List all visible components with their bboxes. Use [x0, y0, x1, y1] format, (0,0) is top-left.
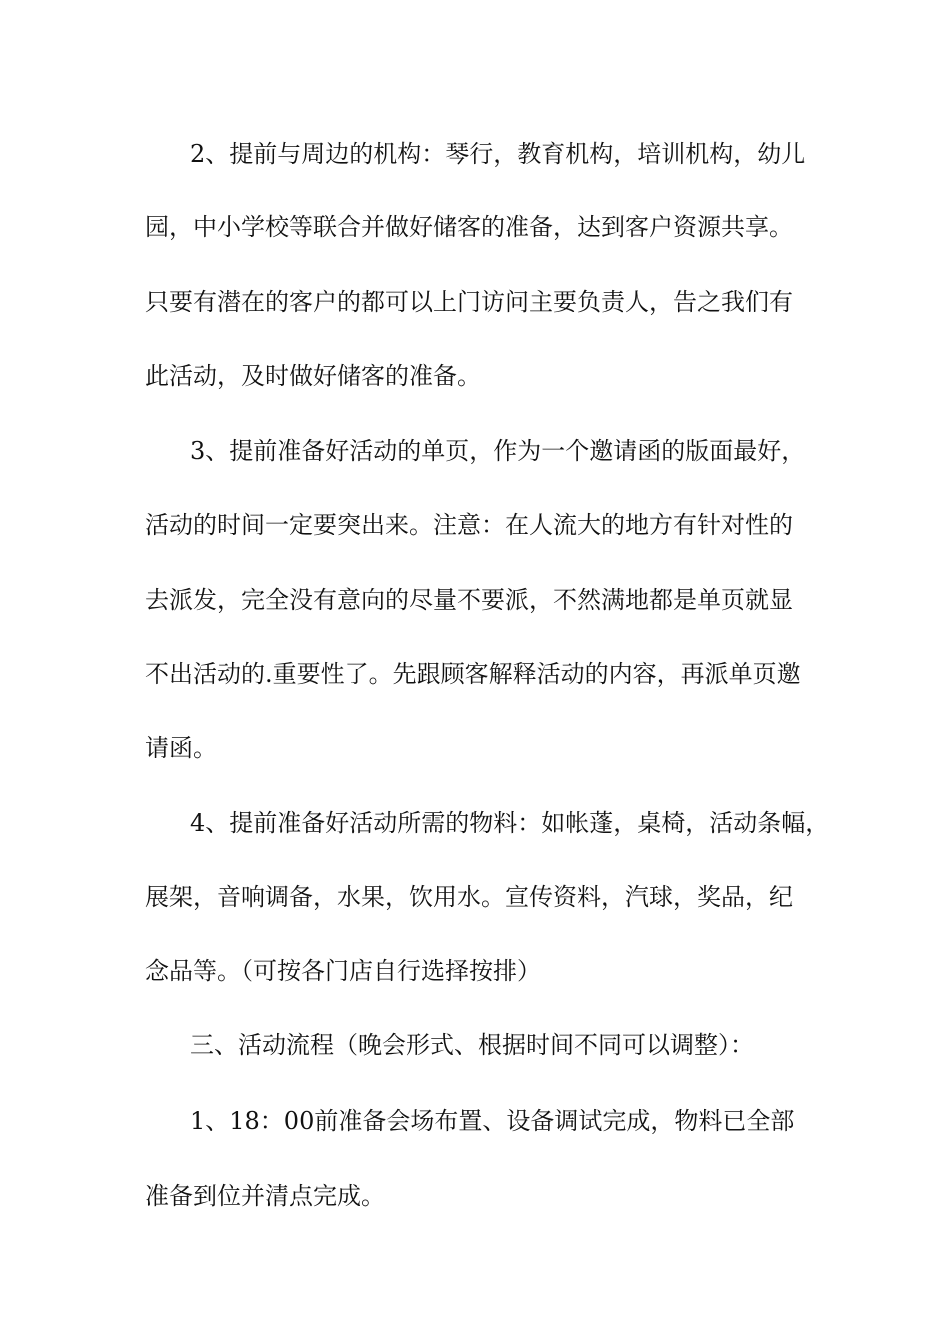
- step-1-line-2: 准备到位并清点完成。: [145, 1182, 385, 1210]
- paragraph-4-line-2: 展架，音响调备，水果，饮用水。宣传资料，汽球，奖品，纪: [145, 883, 793, 911]
- paragraph-2-line-4: 此活动，及时做好储客的准备。: [145, 362, 481, 390]
- paragraph-3-line-3: 去派发，完全没有意向的尽量不要派，不然满地都是单页就显: [145, 586, 793, 614]
- paragraph-4-line-1: 4、提前准备好活动所需的物料：如帐蓬，桌椅，活动条幅，: [190, 809, 830, 837]
- paragraph-3-line-1: 3、提前准备好活动的单页，作为一个邀请函的版面最好，: [190, 437, 806, 465]
- paragraph-2-line-1: 2、提前与周边的机构：琴行，教育机构，培训机构，幼儿: [190, 140, 806, 168]
- step-1-line-1: 1、18：00前准备会场布置、设备调试完成，物料已全部: [190, 1107, 795, 1135]
- paragraph-3-line-4: 不出活动的.重要性了。先跟顾客解释活动的内容，再派单页邀: [145, 660, 801, 688]
- paragraph-3-line-5: 请函。: [145, 734, 217, 762]
- paragraph-4-line-3: 念品等。（可按各门店自行选择按排）: [145, 957, 541, 985]
- section-3-heading: 三、活动流程（晚会形式、根据时间不同可以调整）：: [190, 1031, 754, 1059]
- paragraph-2-line-2: 园，中小学校等联合并做好储客的准备，达到客户资源共享。: [145, 213, 793, 241]
- paragraph-3-line-2: 活动的时间一定要突出来。注意：在人流大的地方有针对性的: [145, 511, 793, 539]
- paragraph-2-line-3: 只要有潜在的客户的都可以上门访问主要负责人，告之我们有: [145, 288, 793, 316]
